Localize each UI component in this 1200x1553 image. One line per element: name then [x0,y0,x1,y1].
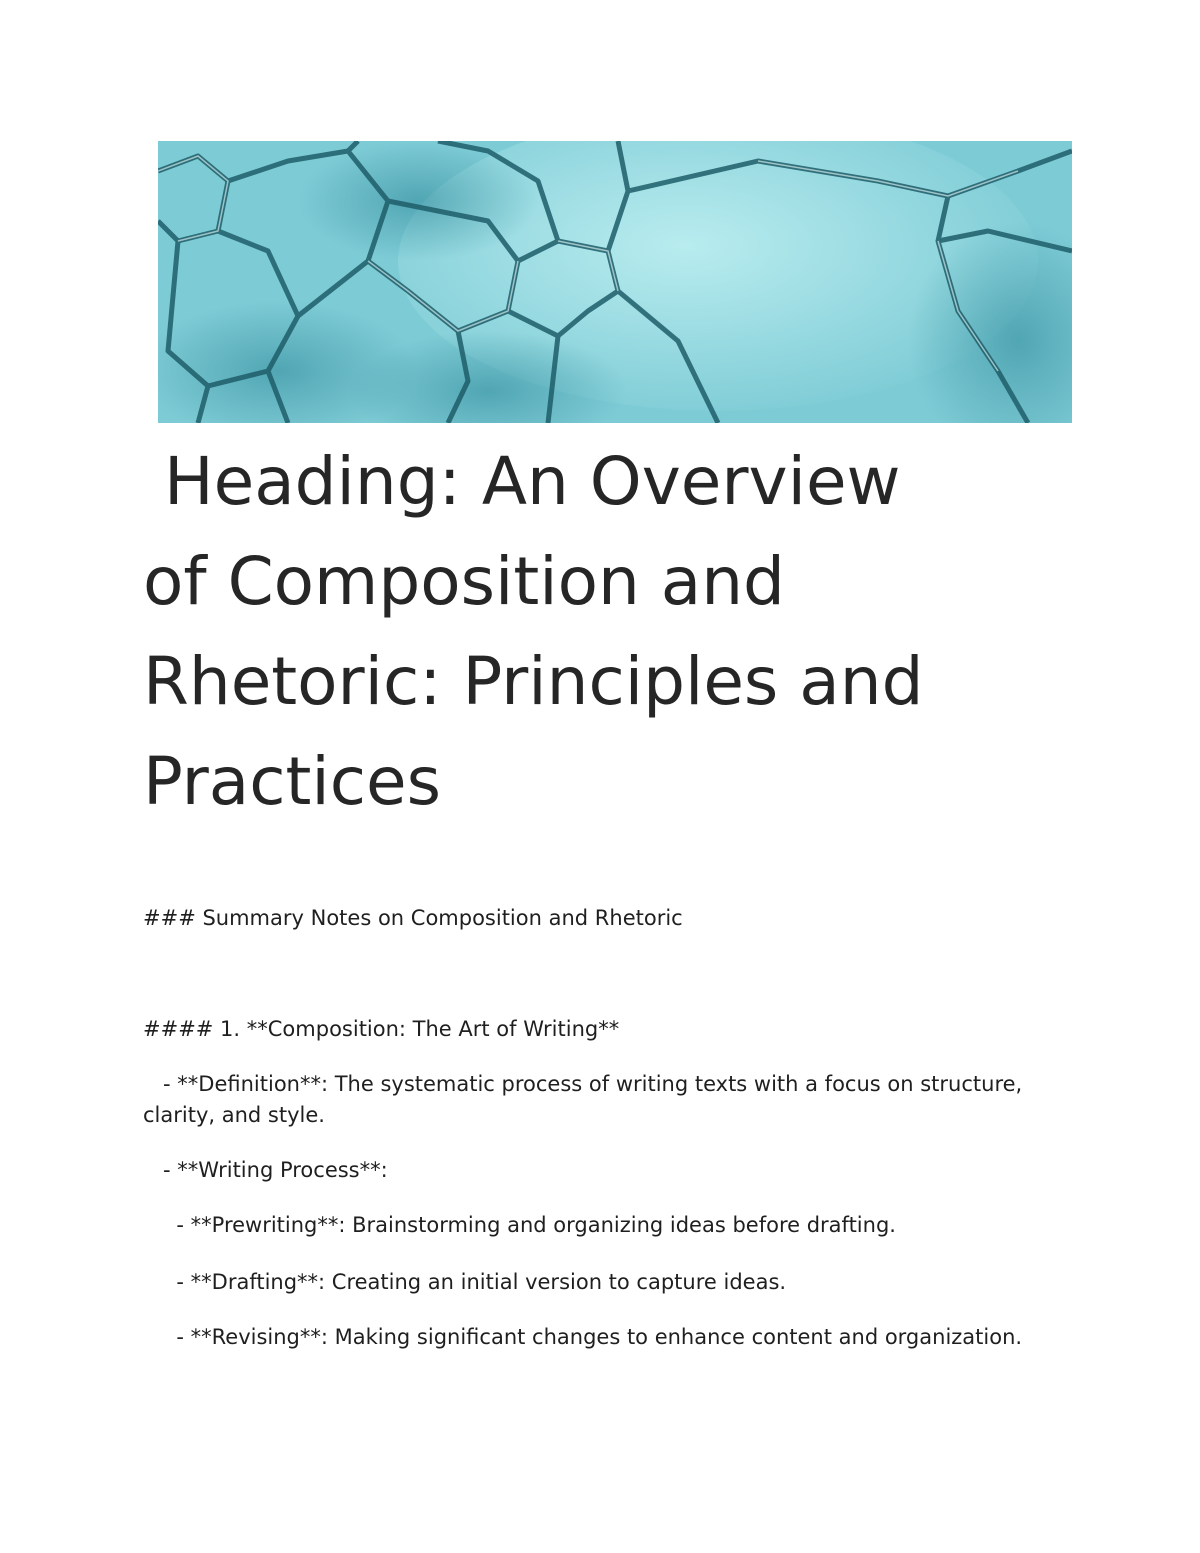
drafting-item: - **Drafting**: Creating an initial version to capture ideas. [143,1270,787,1294]
section-heading: #### 1. **Composition: The Art of Writing** [143,1017,620,1041]
title-line: of Composition and [143,543,785,620]
document-title [143,432,1083,832]
writing-process-item: - **Writing Process**: [143,1158,388,1182]
revising-item: - **Revising**: Making significant changes to enhance content and organization. [143,1325,1023,1349]
prewriting-item: - **Prewriting**: Brainstorming and organizing ideas before drafting. [143,1213,896,1237]
title-line: Practices [143,743,441,820]
title-line: Rhetoric: Principles and [143,643,924,720]
summary-heading: ### Summary Notes on Composition and Rhetoric [143,906,683,930]
banner-image [158,141,1072,423]
title-line: Heading: An Overview [143,443,901,520]
definition-paragraph: - **Definition**: The systematic process of writing texts with a focus on structure, clarity, and style. [143,1072,1029,1127]
